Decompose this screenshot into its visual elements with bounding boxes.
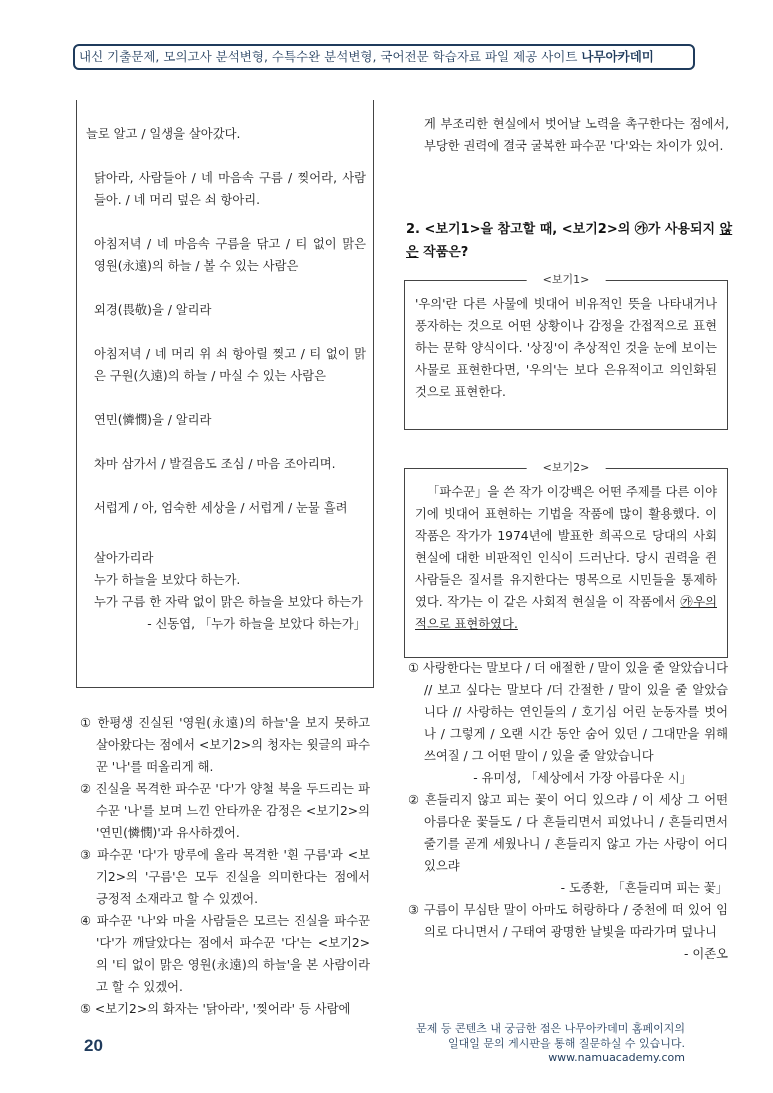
bogi2-text: 「파수꾼」을 쓴 작가 이강백은 어떤 주제를 다른 이야기에 빗대어 표현하는 기법을 작품에 많이 활용했다. 이 작품은 작가가 1974년에 발표한 희곡으로 당대의 사회 현실에 대한 비판적인 인식이 드러난다. 당시 권력을 쥔 사람들은 질서를 유지한다는 명목으로 시민들을 통제하였다. 작가는 이 같은 사회적 현실을 이 작품에서 [415, 485, 717, 609]
footer-line-1: 문제 등 콘텐츠 내 궁금한 점은 나무아카데미 홈페이지의 [416, 1022, 685, 1035]
q1-option-3[interactable]: ③ 파수꾼 '다'가 망루에 올라 목격한 '흰 구름'과 <보기2>의 '구름'은 모두 진실을 의미한다는 점에서 긍정적 소재라고 할 수 있겠어. [80, 848, 370, 906]
q2-option-2[interactable]: ② 흔들리지 않고 피는 꽃이 어디 있으랴 / 이 세상 그 어떤 아름다운 꽃들도 / 다 흔들리면서 피었나니 / 흔들리면서 줄기를 곧게 세웠나니 / 흔들리지 않고 가는 사랑이 어디 있으랴 [408, 793, 728, 873]
q2-option-2-source: - 도종환, 「흔들리며 피는 꽃」 [560, 881, 728, 895]
footer-notice [416, 1022, 685, 1066]
q1-option-5-continued: 게 부조리한 현실에서 벗어날 노력을 촉구한다는 점에서, 부당한 권력에 결국 굴복한 파수꾼 '다'와는 차이가 있어. [424, 117, 729, 153]
poem-line: 아침저녁 / 네 머리 위 쇠 항아릴 찢고 / 티 없이 맑은 구원(久遠)의 하늘 / 마실 수 있는 사람은 [94, 347, 366, 383]
poem-source: - 신동엽, 「누가 하늘을 보았다 하는가」 [147, 617, 366, 631]
poem-line: 늘로 알고 / 일생을 살아갔다. [86, 127, 241, 141]
q2-option-3[interactable]: ③ 구름이 무심탄 말이 아마도 허랑하다 / 중천에 떠 있어 임의로 다니면서 / 구태여 광명한 날빛을 따라가며 덮나니 [408, 903, 728, 939]
q1-option-2[interactable]: ② 진실을 목격한 파수꾼 '다'가 양철 북을 두드리는 파수꾼 '나'를 보며 느낀 안타까운 감정은 <보기2>의 '연민(憐憫)'과 유사하겠어. [80, 782, 370, 840]
poem-line: 아침저녁 / 네 마음속 구름을 닦고 / 티 없이 맑은 영원(永遠)의 하늘 / 볼 수 있는 사람은 [94, 237, 366, 273]
poem-line: 차마 삼가서 / 발걸음도 조심 / 마음 조아리며. [94, 457, 336, 471]
footer-line-2: 일대일 문의 게시판을 통해 질문하실 수 있습니다. [448, 1036, 685, 1050]
q1-option-5[interactable]: ⑤ <보기2>의 화자는 '닭아라', '찢어라' 등 사람에 [80, 1002, 351, 1016]
bogi2-box [404, 461, 728, 658]
poem-line: 누가 하늘을 보았다 하는가. [94, 573, 241, 587]
question-2-prefix: 2. <보기1>을 참고할 때, <보기2>의 ㉮가 사용되지 [406, 222, 720, 237]
bogi1-box [404, 273, 728, 430]
bogi2-marked-text: ㉮우의적으로 표현하였다. [415, 595, 717, 631]
poem-line: 살아가리라 [94, 551, 154, 565]
site-banner [73, 44, 695, 70]
bogi1-label: <보기1> [527, 272, 606, 288]
bogi2-body [415, 481, 717, 635]
q2-option-1-source: - 유미성, 「세상에서 가장 아름다운 시」 [473, 771, 692, 785]
question-2-underlined: 않은 [406, 222, 733, 260]
q1-options [80, 712, 370, 1020]
banner-brand: 나무아카데미 [581, 49, 654, 64]
poem-line: 외경(畏敬)을 / 알리라 [94, 303, 212, 317]
poem-line: 서럽게 / 아, 엄숙한 세상을 / 서럽게 / 눈물 흘려 [94, 501, 348, 515]
poem-line: 닭아라, 사람들아 / 네 마음속 구름 / 찢어라, 사람들아. / 네 머리 덮은 쇠 항아리. [94, 171, 366, 207]
q2-option-3-source: - 이존오 [684, 947, 728, 961]
question-2 [406, 218, 736, 264]
bogi1-body: '우의'란 다른 사물에 빗대어 비유적인 뜻을 나타내거나 풍자하는 것으로 어떤 상황이나 감정을 간접적으로 표현하는 문학 양식이다. '상징'이 추상적인 것을 눈에 보이는 사물로 표현한다면, '우의'는 보다 은유적이고 의인화된 것으로 표현한다. [415, 297, 717, 399]
poem-line: 누가 구름 한 자락 없이 맑은 하늘을 보았다 하는가 [94, 595, 363, 609]
question-2-suffix: 작품은? [418, 245, 469, 260]
poem-line: 연민(憐憫)을 / 알리라 [94, 413, 212, 427]
banner-text: 내신 기출문제, 모의고사 분석변형, 수특수완 분석변형, 국어전문 학습자료 파일 제공 사이트 [79, 49, 582, 64]
footer-url[interactable]: www.namuacademy.com [548, 1051, 685, 1064]
page-number: 20 [84, 1036, 103, 1055]
bogi2-label: <보기2> [527, 460, 606, 476]
q1-option-4[interactable]: ④ 파수꾼 '나'와 마을 사람들은 모르는 진실을 파수꾼 '다'가 깨달았다는 점에서 파수꾼 '다'는 <보기2>의 '티 없이 맑은 영원(永遠)의 하늘'을 본 사람이라고 할 수 있겠어. [80, 914, 370, 994]
q1-option-1[interactable]: ① 한평생 진실된 '영원(永遠)의 하늘'을 보지 못하고 살아왔다는 점에서 <보기2>의 청자는 윗글의 파수꾼 '나'를 떠올리게 해. [80, 716, 370, 774]
poem-text [86, 123, 366, 635]
q2-option-1[interactable]: ① 사랑한다는 말보다 / 더 애절한 / 말이 있을 줄 알았습니다 // 보고 싶다는 말보다 /더 간절한 / 말이 있을 줄 알았습니다 // 사랑하는 연인들의 / 호기심 어린 눈동자를 벗어나 / 그렇게 / 오랜 시간 동안 숨어 있던 / 그대만을 위해 쓰여질 / 그 어떤 말이 / 있을 줄 알았습니다 [408, 661, 728, 763]
q2-options [408, 657, 728, 965]
